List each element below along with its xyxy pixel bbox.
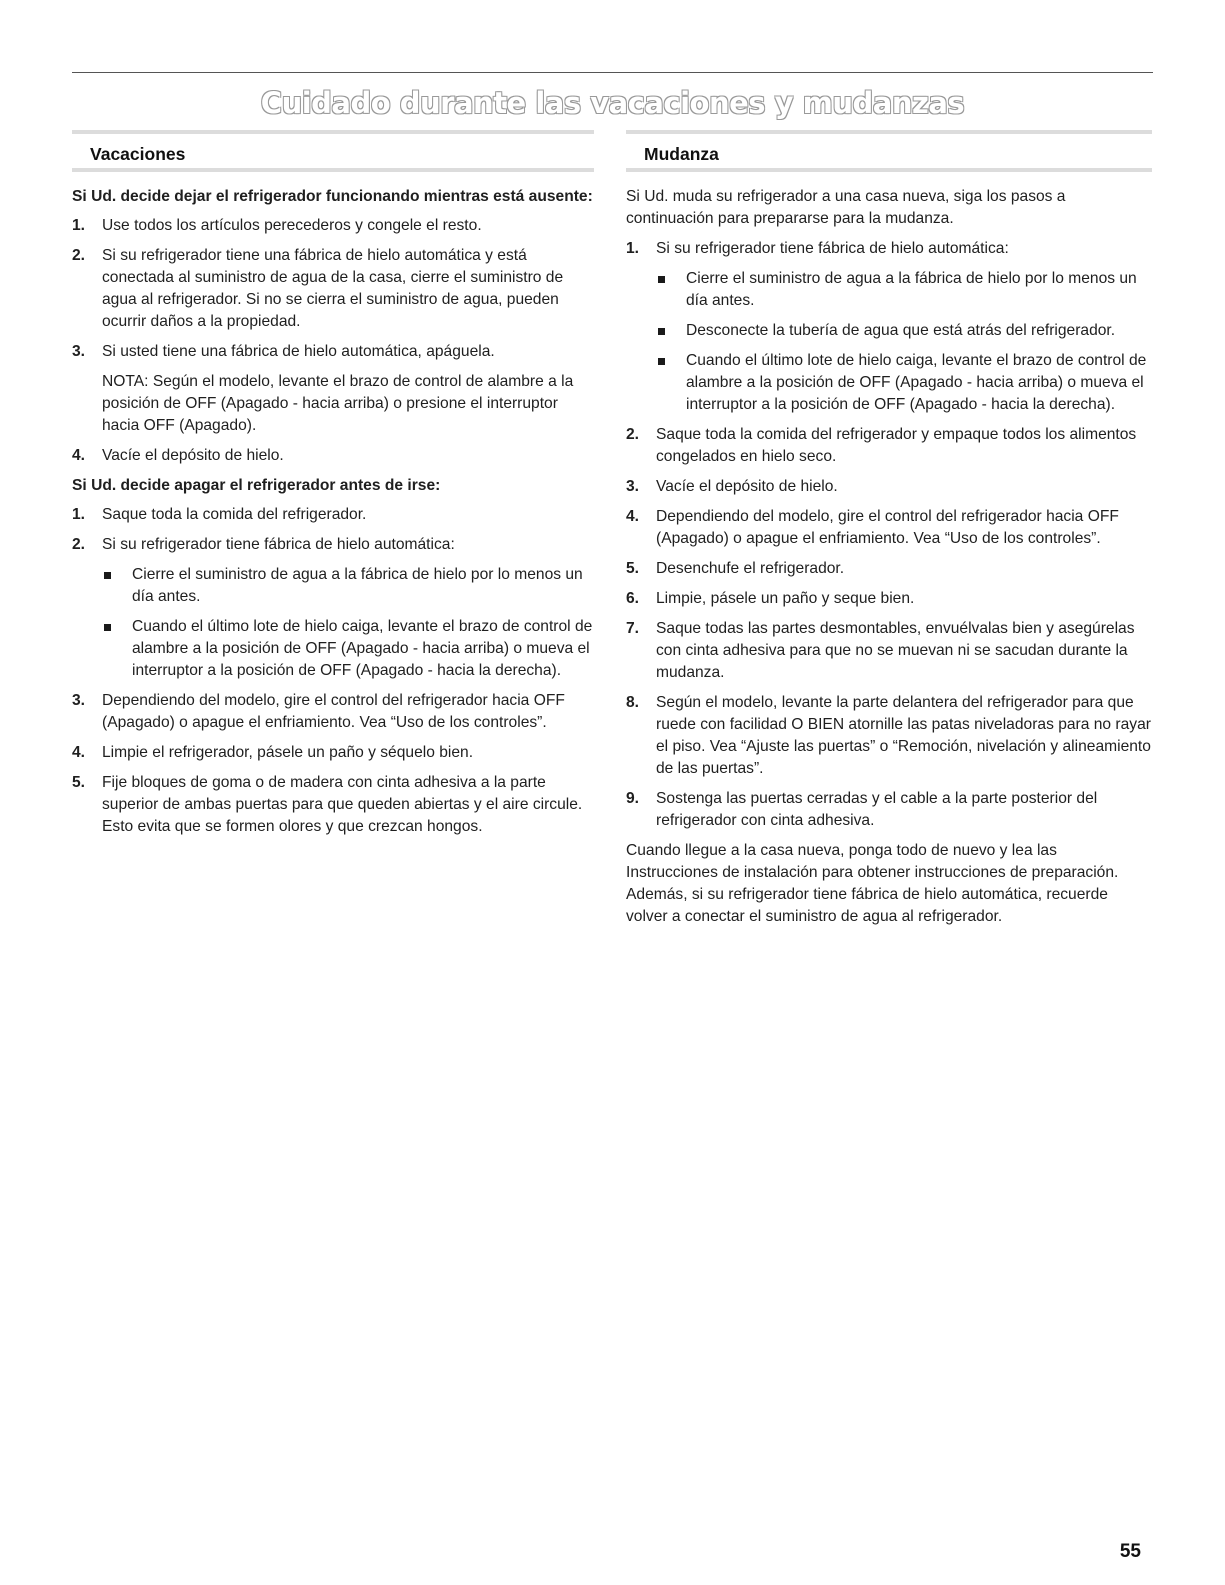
- bullet-square-icon: [658, 328, 665, 335]
- item-number: 8.: [626, 694, 640, 711]
- list-item: [72, 742, 594, 764]
- list-item: [626, 618, 1152, 684]
- bullet-square-icon: [658, 276, 665, 283]
- item-number: 4.: [72, 744, 86, 761]
- item-number: 5.: [626, 560, 640, 577]
- bullet-text: Cuando el último lote de hielo caiga, levante el brazo de control de alambre a la posición de OFF (Apagado - hacia arriba) o mueva el interruptor a la posición de OFF (Apagado - hacia la derecha).: [686, 352, 1147, 413]
- list-item: [626, 788, 1152, 832]
- top-rule: [72, 72, 1153, 73]
- item-text: Dependiendo del modelo, gire el control del refrigerador hacia OFF (Apagado) o apague el enfriamiento. Vea “Uso de los controles”.: [102, 692, 565, 731]
- bullet-item: [626, 268, 1152, 312]
- bullet-square-icon: [104, 572, 111, 579]
- item-number: 7.: [626, 620, 640, 637]
- list-item: [72, 341, 594, 363]
- page-number: 55: [1119, 1541, 1141, 1562]
- note-label: NOTA:: [102, 373, 149, 390]
- item-number: 2.: [72, 247, 86, 264]
- list-item: [626, 588, 1152, 610]
- item-number: 3.: [72, 343, 86, 360]
- item-number: 2.: [626, 426, 640, 443]
- item-text: Fije bloques de goma o de madera con cinta adhesiva a la parte superior de ambas puertas para que queden abiertas y el aire circule. Esto evita que se formen olores y que crezcan hongos.: [102, 774, 583, 835]
- section-header-vacaciones: [72, 130, 594, 172]
- note-text: Según el modelo, levante el brazo de control de alambre a la posición de OFF (Apagado - hacia arriba) o presione el interruptor hacia OFF (Apagado).: [102, 373, 574, 434]
- item-text: Saque toda la comida del refrigerador y empaque todos los alimentos congelados en hielo seco.: [656, 426, 1137, 465]
- item-number: 4.: [72, 447, 86, 464]
- bullet-text: Cuando el último lote de hielo caiga, levante el brazo de control de alambre a la posición de OFF (Apagado - hacia arriba) o mueva el interruptor a la posición de OFF (Apagado - hacia la derecha).: [132, 618, 593, 679]
- list-item: [626, 424, 1152, 468]
- list-item: [72, 245, 594, 333]
- section-title: Mudanza: [644, 144, 719, 164]
- item-text: Limpie el refrigerador, pásele un paño y séquelo bien.: [102, 744, 474, 761]
- item-text: Vacíe el depósito de hielo.: [656, 478, 838, 495]
- list-item: [626, 692, 1152, 780]
- bullet-text: Cierre el suministro de agua a la fábrica de hielo por lo menos un día antes.: [132, 566, 583, 605]
- item-number: 1.: [72, 506, 86, 523]
- bullet-item: [72, 564, 594, 608]
- section-title: Vacaciones: [90, 144, 186, 164]
- list-item: [626, 558, 1152, 580]
- item-text: Vacíe el depósito de hielo.: [102, 447, 284, 464]
- item-text: Sostenga las puertas cerradas y el cable a la parte posterior del refrigerador con cinta adhesiva.: [656, 790, 1098, 829]
- section-header-mudanza: [626, 130, 1152, 172]
- item-text: Si usted tiene una fábrica de hielo automática, apáguela.: [102, 343, 495, 360]
- intro-paragraph: Si Ud. muda su refrigerador a una casa nueva, siga los pasos a continuación para prepararse para la mudanza.: [626, 188, 1066, 227]
- item-number: 3.: [72, 692, 86, 709]
- item-text: Saque toda la comida del refrigerador.: [102, 506, 367, 523]
- list-item: [72, 772, 594, 838]
- item-number: 3.: [626, 478, 640, 495]
- item-text: Si su refrigerador tiene una fábrica de hielo automática y está conectada al suministro de agua de la casa, cierre el suministro de agua al refrigerador. Si no se cierra el suministro de agua, pueden ocurrir daños a la propiedad.: [102, 247, 564, 330]
- item-number: 9.: [626, 790, 640, 807]
- item-number: 4.: [626, 508, 640, 525]
- item-number: 1.: [72, 217, 86, 234]
- note: [72, 371, 594, 437]
- list-item: [626, 506, 1152, 550]
- item-text: Limpie, pásele un paño y seque bien.: [656, 590, 915, 607]
- list-item: [72, 215, 594, 237]
- bullet-item: [626, 320, 1152, 342]
- item-number: 6.: [626, 590, 640, 607]
- vacaciones-column: [72, 130, 594, 846]
- list-item: [72, 445, 594, 467]
- bullet-item: [626, 350, 1152, 416]
- page-title: Cuidado durante las vacaciones y mudanzas: [260, 86, 965, 120]
- item-text: Si su refrigerador tiene fábrica de hielo automática:: [102, 536, 455, 553]
- bullet-item: [72, 616, 594, 682]
- list-item: [72, 504, 594, 526]
- list-item: [72, 690, 594, 734]
- subheading-turn-off: Si Ud. decide apagar el refrigerador antes de irse:: [72, 477, 441, 494]
- bullet-square-icon: [104, 624, 111, 631]
- item-number: 2.: [72, 536, 86, 553]
- bullet-text: Desconecte la tubería de agua que está atrás del refrigerador.: [686, 322, 1116, 339]
- item-number: 1.: [626, 240, 640, 257]
- item-text: Saque todas las partes desmontables, envuélvalas bien y asegúrelas con cinta adhesiva para que no se muevan ni se sacudan durante la mudanza.: [656, 620, 1135, 681]
- closing-paragraph: Cuando llegue a la casa nueva, ponga todo de nuevo y lea las Instrucciones de instalación para obtener instrucciones de preparación. Además, si su refrigerador tiene fábrica de hielo automática, recuerde volver a conectar el suministro de agua al refrigerador.: [626, 842, 1119, 925]
- item-number: 5.: [72, 774, 86, 791]
- list-item: [72, 534, 594, 556]
- item-text: Si su refrigerador tiene fábrica de hielo automática:: [656, 240, 1009, 257]
- bullet-square-icon: [658, 358, 665, 365]
- item-text: Desenchufe el refrigerador.: [656, 560, 845, 577]
- mudanza-column: [626, 130, 1152, 936]
- bullet-text: Cierre el suministro de agua a la fábrica de hielo por lo menos un día antes.: [686, 270, 1137, 309]
- item-text: Según el modelo, levante la parte delantera del refrigerador para que ruede con facilidad O BIEN atornille las patas niveladoras para no rayar el piso. Vea “Ajuste las puertas” o “Remoción, nivelación y alineamiento de las puertas”.: [656, 694, 1151, 777]
- list-item: [626, 476, 1152, 498]
- item-text: Use todos los artículos perecederos y congele el resto.: [102, 217, 482, 234]
- item-text: Dependiendo del modelo, gire el control del refrigerador hacia OFF (Apagado) o apague el enfriamiento. Vea “Uso de los controles”.: [656, 508, 1119, 547]
- list-item: [626, 238, 1152, 260]
- subheading-keep-running: Si Ud. decide dejar el refrigerador funcionando mientras está ausente:: [72, 188, 593, 205]
